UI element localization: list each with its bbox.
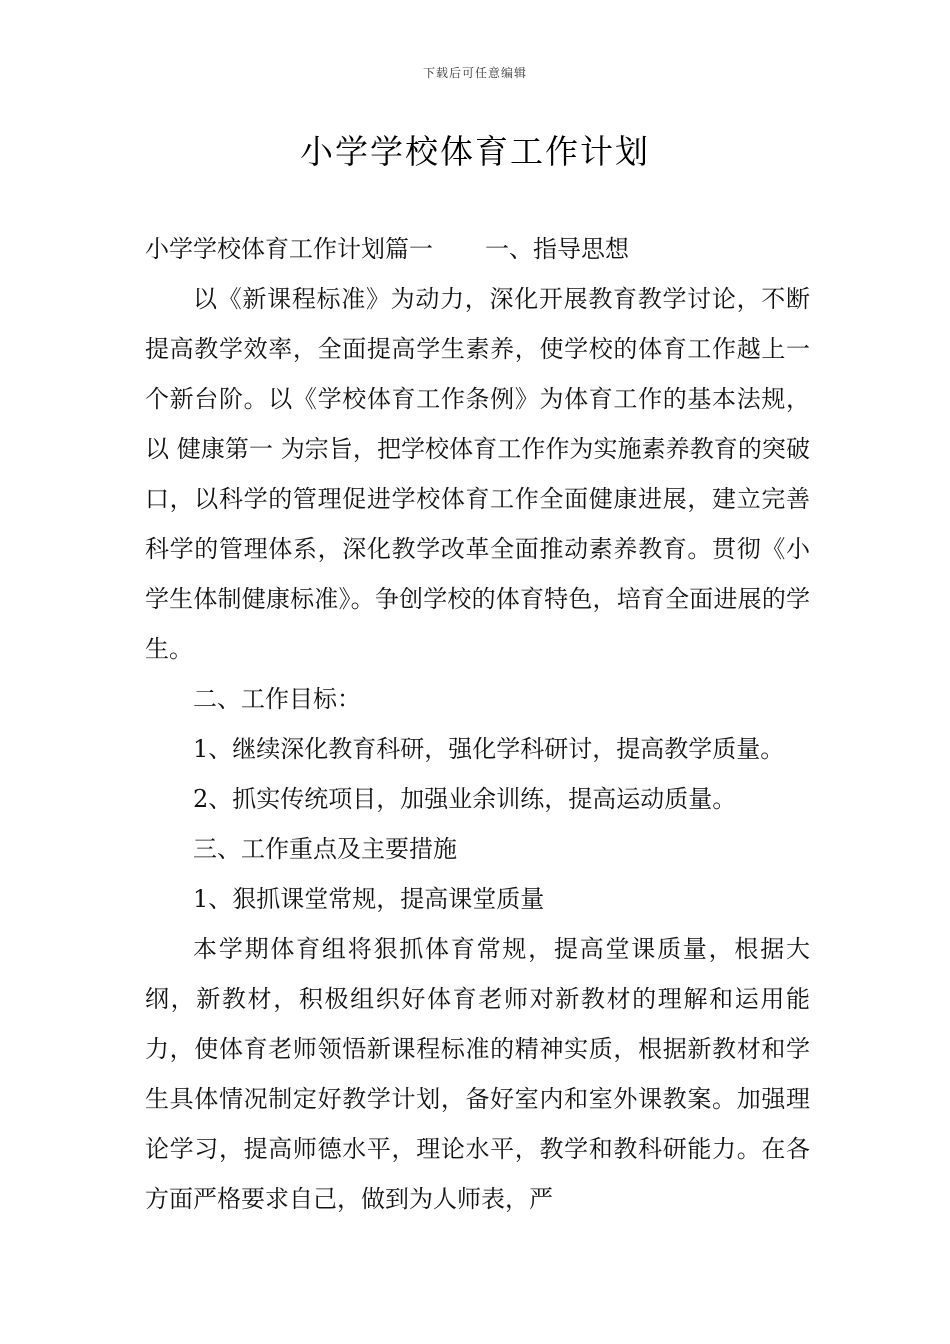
paragraph-guiding-idea: 以《新课程标准》为动力，深化开展教育教学讨论，不断提高教学效率，全面提高学生素养，使学校的体育工作越上一个新台阶。以《学校体育工作条例》为体育工作的基本法规，以 健康第一 为宗旨，把学校体育工作作为实施素养教育的突破口，以科学的管理促进学校体育工作全面健康进展，建立完善科学的管理体系，深化教学改革全面推动素养教育。贯彻《小学生体制健康标准》。争创学校的体育特色，培育全面进展的学生。 <box>145 285 810 663</box>
measure-item-1: 1、狠抓课堂常规，提高课堂质量 <box>193 885 545 913</box>
section-subhead <box>145 224 810 274</box>
header-note: 下载后可任意编辑 <box>422 66 527 80</box>
subhead-article-label: 小学学校体育工作计划篇一 <box>145 235 433 263</box>
document-body <box>145 224 810 1224</box>
heading-work-goals: 二、工作目标： <box>193 685 361 713</box>
subhead-section-heading: 一、指导思想 <box>485 235 629 263</box>
goal-item-2: 2、抓实传统项目，加强业余训练，提高运动质量。 <box>193 785 737 813</box>
goal-item-1: 1、继续深化教育科研，强化学科研讨，提高教学质量。 <box>193 735 785 763</box>
heading-key-measures: 三、工作重点及主要措施 <box>193 835 457 863</box>
paragraph-classroom-routine: 本学期体育组将狠抓体育常规，提高堂课质量，根据大纲，新教材，积极组织好体育老师对新教材的理解和运用能力，使体育老师领悟新课程标准的精神实质，根据新教材和学生具体情况制定好教学计划，备好室内和室外课教案。加强理论学习，提高师德水平，理论水平，教学和教科研能力。在各方面严格要求自己，做到为人师表，严 <box>145 935 810 1213</box>
document-title: 小学学校体育工作计划 <box>300 132 650 171</box>
subhead-gap <box>433 224 485 274</box>
